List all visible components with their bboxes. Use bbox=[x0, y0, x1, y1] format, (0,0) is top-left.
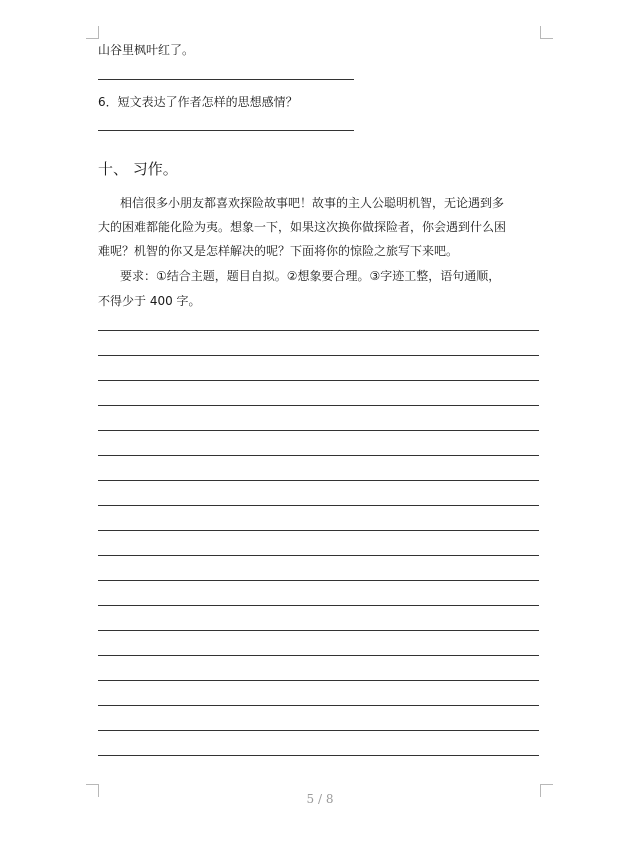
section-heading: 十、 习作。 bbox=[98, 160, 178, 178]
writing-line[interactable] bbox=[98, 705, 539, 706]
writing-line[interactable] bbox=[98, 755, 539, 756]
page-corner-mark-bottom-right bbox=[540, 784, 553, 797]
prompt-paragraph-line: 难呢？机智的你又是怎样解决的呢？下面将你的惊险之旅写下来吧。 bbox=[98, 244, 459, 258]
writing-line[interactable] bbox=[98, 455, 539, 456]
writing-line[interactable] bbox=[98, 730, 539, 731]
writing-line[interactable] bbox=[98, 605, 539, 606]
writing-line[interactable] bbox=[98, 380, 539, 381]
writing-line[interactable] bbox=[98, 630, 539, 631]
writing-line[interactable] bbox=[98, 430, 539, 431]
writing-line[interactable] bbox=[98, 505, 539, 506]
writing-line[interactable] bbox=[98, 355, 539, 356]
answer-text-line: 山谷里枫叶红了。 bbox=[98, 43, 195, 57]
answer-line[interactable] bbox=[98, 79, 354, 80]
writing-line[interactable] bbox=[98, 580, 539, 581]
answer-line[interactable] bbox=[98, 130, 354, 131]
page-corner-mark-top-left bbox=[86, 26, 99, 39]
page-corner-mark-bottom-left bbox=[86, 784, 99, 797]
page-number: 5 / 8 bbox=[306, 792, 334, 806]
prompt-paragraph-line: 相信很多小朋友都喜欢探险故事吧！故事的主人公聪明机智，无论遇到多 bbox=[120, 196, 505, 210]
page-corner-mark-top-right bbox=[540, 26, 553, 39]
question-6: 6．短文表达了作者怎样的思想感情？ bbox=[98, 95, 298, 109]
writing-line[interactable] bbox=[98, 480, 539, 481]
writing-line[interactable] bbox=[98, 555, 539, 556]
requirements-line: 不得少于 400 字。 bbox=[98, 294, 201, 308]
writing-line[interactable] bbox=[98, 330, 539, 331]
requirements-line: 要求：①结合主题，题目自拟。②想象要合理。③字迹工整，语句通顺， bbox=[120, 269, 501, 283]
writing-line[interactable] bbox=[98, 680, 539, 681]
writing-line[interactable] bbox=[98, 530, 539, 531]
prompt-paragraph-line: 大的困难都能化险为夷。想象一下，如果这次换你做探险者，你会遇到什么困 bbox=[98, 220, 507, 234]
writing-line[interactable] bbox=[98, 405, 539, 406]
writing-line[interactable] bbox=[98, 655, 539, 656]
